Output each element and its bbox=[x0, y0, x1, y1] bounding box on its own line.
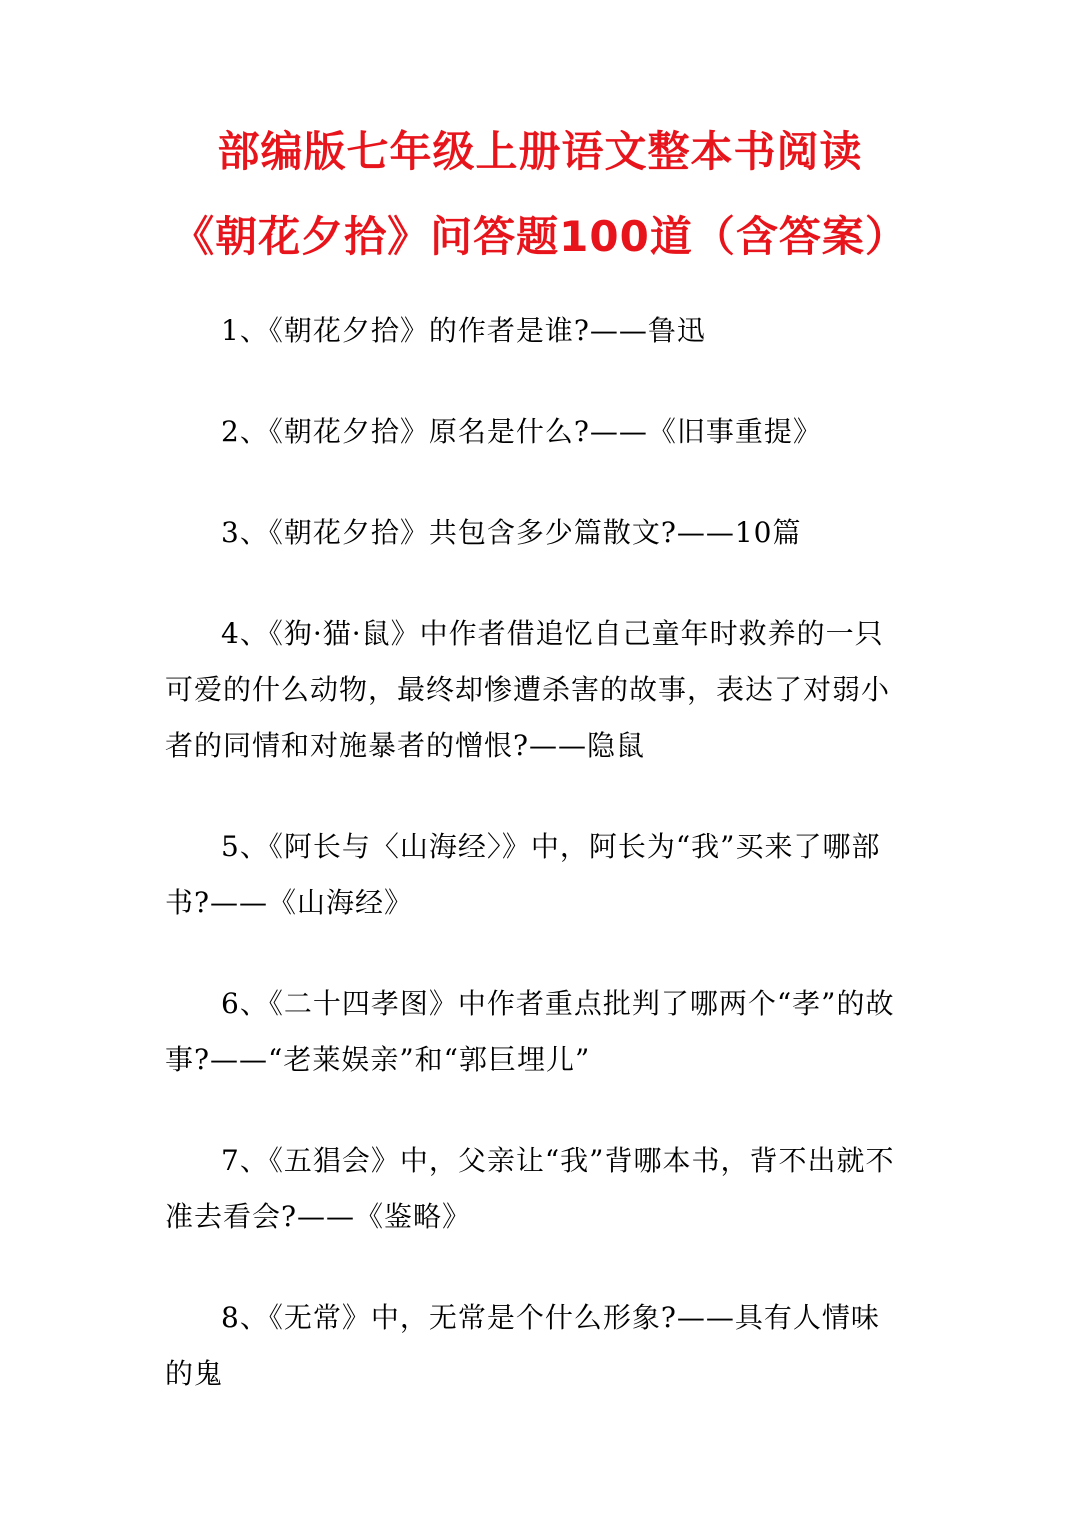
qa-item-1: 1、《朝花夕拾》的作者是谁?——鲁迅 bbox=[221, 314, 706, 347]
qa-item-2: 2、《朝花夕拾》原名是什么?——《旧事重提》 bbox=[221, 415, 822, 448]
qa-item-8: 8、《无常》中，无常是个什么形象?——具有人情味的鬼 bbox=[165, 1301, 880, 1390]
qa-item-4: 4、《狗·猫·鼠》中作者借追忆自己童年时救养的一只可爱的什么动物，最终却惨遭杀害的故事，表达了对弱小者的同情和对施暴者的憎恨?——隐鼠 bbox=[165, 617, 891, 762]
title-line-2: 《朝花夕拾》问答题100道（含答案） bbox=[172, 212, 908, 261]
title-line-1: 部编版七年级上册语文整本书阅读 bbox=[217, 127, 863, 176]
qa-item-5: 5、《阿长与〈山海经〉》中，阿长为“我”买来了哪部书?——《山海经》 bbox=[165, 830, 881, 919]
qa-item-3: 3、《朝花夕拾》共包含多少篇散文?——10篇 bbox=[221, 516, 802, 549]
qa-item-7: 7、《五猖会》中，父亲让“我”背哪本书，背不出就不准去看会?——《鉴略》 bbox=[165, 1144, 895, 1233]
qa-item-6: 6、《二十四孝图》中作者重点批判了哪两个“孝”的故事?——“老莱娱亲”和“郭巨埋儿” bbox=[165, 987, 895, 1076]
document-title bbox=[0, 128, 1080, 261]
qa-list bbox=[165, 303, 905, 1402]
